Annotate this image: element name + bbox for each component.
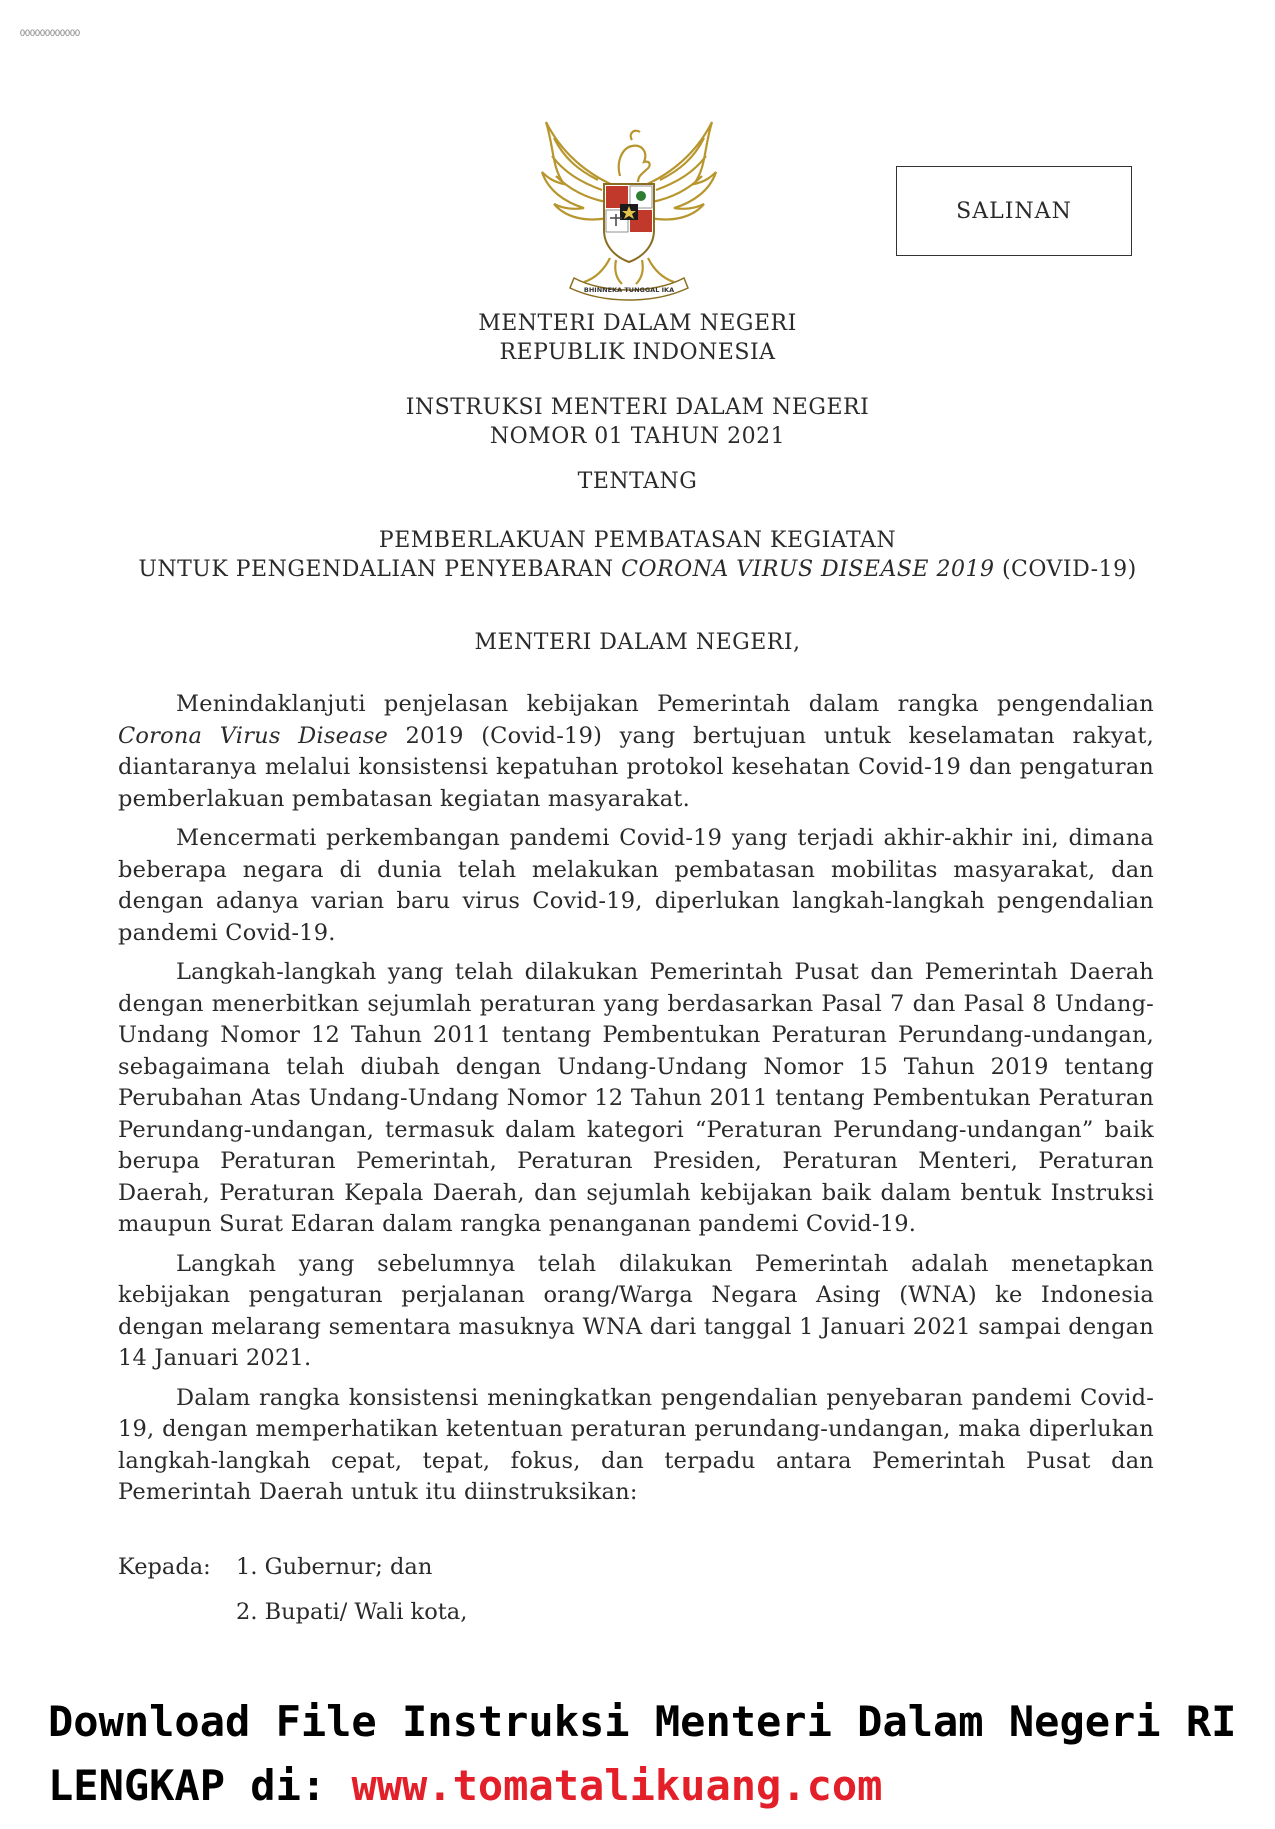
download-link[interactable]: www.tomatalikuang.com <box>351 1761 883 1810</box>
paragraph-1 <box>118 689 1154 815</box>
kepada-label: Kepada: <box>118 1554 211 1580</box>
kepada-item-1: 1. Gubernur; dan <box>236 1554 433 1580</box>
download-banner-line-2 <box>48 1754 1248 1818</box>
document-type: INSTRUKSI MENTERI DALAM NEGERI <box>405 395 870 420</box>
subject-line-2 <box>0 555 1275 584</box>
salinan-label: SALINAN <box>956 198 1072 224</box>
document-heading <box>0 393 1275 451</box>
download-banner-prefix: LENGKAP di: <box>48 1761 352 1810</box>
paragraph-2: Mencermati perkembangan pandemi Covid-19 yang terjadi akhir-akhir ini, dimana beberapa negara di dunia telah melakukan pembatasan mobilitas masyarakat, dan dengan adanya varian baru virus Covid-19, diperlukan langkah-langkah pengendalian pandemi Covid-19. <box>118 825 1154 946</box>
garuda-emblem-icon <box>524 118 734 303</box>
kepada-row-2 <box>118 1597 467 1628</box>
subject-line-1: PEMBERLAKUAN PEMBATASAN KEGIATAN <box>378 528 897 553</box>
paragraph-4: Langkah yang sebelumnya telah dilakukan Pemerintah adalah menetapkan kebijakan pengaturan perjalanan orang/Warga Negara Asing (WNA) ke Indonesia dengan melarang sementara masuknya WNA dari tanggal 1 Januari 2021 sampai dengan 14 Januari 2021. <box>118 1250 1154 1371</box>
download-banner <box>48 1690 1248 1818</box>
republic-title: REPUBLIK INDONESIA <box>499 340 776 365</box>
subject-line-2-prefix: UNTUK PENGENDALIAN PENYEBARAN <box>138 557 622 582</box>
ministry-heading <box>0 309 1275 367</box>
emblem-motto: BHINNEKA TUNGGAL IKA <box>583 286 675 294</box>
issuer-title: MENTERI DALAM NEGERI, <box>474 630 801 655</box>
subject-line-2-suffix: (COVID-19) <box>994 557 1137 582</box>
salinan-stamp <box>896 166 1132 256</box>
subject-line-2-italic: CORONA VIRUS DISEASE 2019 <box>621 557 995 582</box>
paragraph-1-text-b: 2019 (Covid-19) yang bertujuan untuk keselamatan rakyat, diantaranya melalui konsistensi kepatuhan protokol kesehatan Covid-19 dan pengaturan pemberlakuan pembatasan kegiatan masyarakat. <box>118 722 1154 812</box>
kepada-list <box>118 1552 467 1628</box>
paragraph-1-text-a: Menindaklanjuti penjelasan kebijakan Pemerintah dalam rangka pengendalian <box>176 691 1154 717</box>
download-banner-line-1: Download File Instruksi Menteri Dalam Negeri RI <box>48 1697 1237 1746</box>
paragraph-3: Langkah-langkah yang telah dilakukan Pemerintah Pusat dan Pemerintah Daerah dengan menerbitkan sejumlah peraturan yang berdasarkan Pasal 7 dan Pasal 8 Undang-Undang Nomor 12 Tahun 2011 tentang Pembentukan Peraturan Perundang-undangan, sebagaimana telah diubah dengan Undang-Undang Nomor 15 Tahun 2019 tentang Perubahan Atas Undang-Undang Nomor 12 Tahun 2011 tentang Pembentukan Peraturan Perundang-undangan, termasuk dalam kategori “Peraturan Perundang-undangan” baik berupa Peraturan Pemerintah, Peraturan Presiden, Peraturan Menteri, Peraturan Daerah, Peraturan Kepala Daerah, dan sejumlah kebijakan baik dalam bentuk Instruksi maupun Surat Edaran dalam rangka penanganan pandemi Covid-19. <box>118 959 1154 1237</box>
document-number: NOMOR 01 TAHUN 2021 <box>489 424 786 449</box>
scan-mark: 000000000000 <box>20 28 81 38</box>
ministry-title: MENTERI DALAM NEGERI <box>478 311 797 336</box>
kepada-item-2: 2. Bupati/ Wali kota, <box>236 1599 468 1625</box>
document-body <box>118 689 1154 1517</box>
paragraph-1-italic: Corona Virus Disease <box>118 722 388 749</box>
tentang-label: TENTANG <box>577 469 698 494</box>
kepada-row-1 <box>118 1552 467 1583</box>
document-subject <box>0 526 1275 584</box>
paragraph-5: Dalam rangka konsistensi meningkatkan pengendalian penyebaran pandemi Covid-19, dengan memperhatikan ketentuan peraturan perundang-undangan, maka diperlukan langkah-langkah cepat, tepat, fokus, dan terpadu antara Pemerintah Pusat dan Pemerintah Daerah untuk itu diinstruksikan: <box>118 1384 1154 1505</box>
